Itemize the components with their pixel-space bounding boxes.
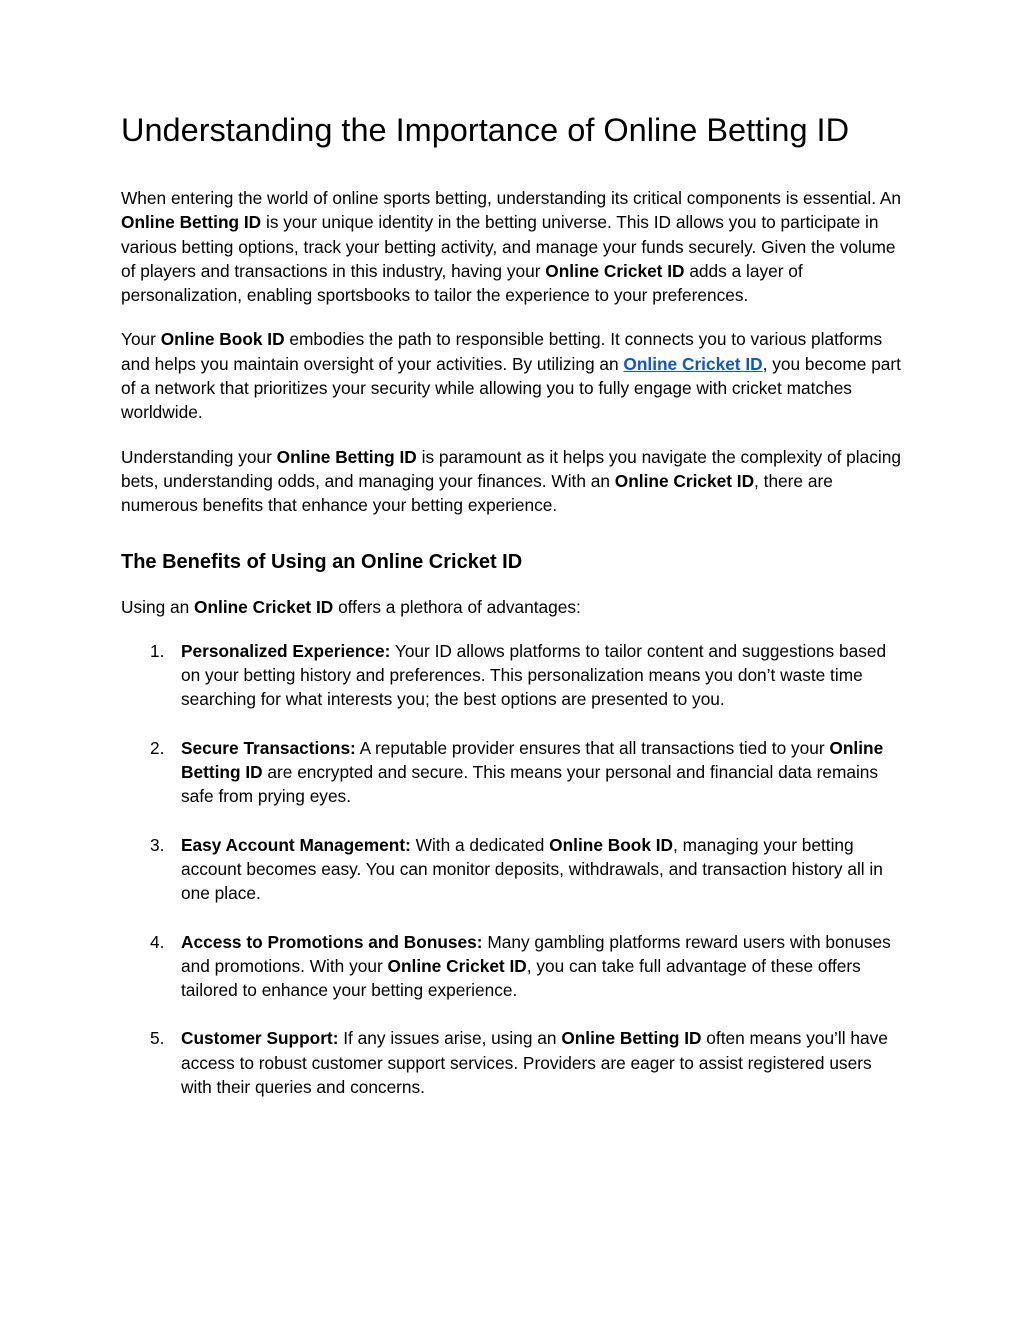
list-item: [121, 736, 905, 809]
text-run: With a dedicated: [410, 834, 550, 855]
text-run: , you become part of a network that prioritizes your security while allowing you to fully engage with cricket matches worldwide.: [121, 353, 901, 423]
list-number: 2.: [150, 737, 165, 758]
bold-term: Online Cricket ID: [387, 955, 527, 976]
text-run: , there are numerous benefits that enhance your betting experience.: [121, 470, 833, 516]
document-page: [121, 110, 905, 1123]
item-label: Secure Transactions:: [181, 737, 356, 758]
benefits-list: [121, 639, 905, 1099]
text-run: offers a plethora of advantages:: [333, 596, 581, 617]
text-run: Using an: [121, 596, 195, 617]
list-number: 5.: [150, 1028, 165, 1049]
text-run: Your: [121, 329, 161, 350]
list-number: 4.: [150, 931, 165, 952]
book-id-paragraph: [121, 327, 905, 424]
text-run: Understanding your: [121, 446, 277, 467]
bold-term: Online Betting ID: [181, 737, 884, 783]
bold-term: Online Cricket ID: [194, 596, 334, 617]
text-run: are encrypted and secure. This means your personal and financial data remains safe from prying eyes.: [181, 762, 879, 807]
online-cricket-id-link[interactable]: Online Cricket ID: [623, 353, 763, 374]
advantages-intro: [121, 595, 905, 619]
item-label: Customer Support:: [181, 1028, 339, 1049]
text-run: is your unique identity in the betting universe. This ID allows you to participate in various betting options, track your betting activity, and manage your funds securely. Given the volume of players and transactions in this industry, having your: [121, 212, 896, 281]
bold-term: Online Book ID: [160, 329, 285, 350]
text-run: , managing your betting account becomes easy. You can monitor deposits, withdrawals, and transaction history all in one place.: [181, 834, 883, 904]
list-number: 1.: [150, 640, 165, 661]
text-run: embodies the path to responsible betting. It connects you to various platforms and helps you maintain oversight of your activities. By utilizing an: [121, 329, 883, 374]
page-title: Understanding the Importance of Online Betting ID: [121, 112, 850, 148]
text-run: When entering the world of online sports betting, understanding its critical components is essential. An: [121, 188, 902, 208]
list-number: 3.: [150, 834, 165, 855]
bold-term: Online Book ID: [549, 834, 674, 855]
text-run: Your ID allows platforms to tailor content and suggestions based on your betting history and preferences. This personalization means you don’t waste time searching for what interests you; the best options are presented to you.: [181, 640, 887, 710]
text-run: A reputable provider ensures that all transactions tied to your: [355, 737, 830, 758]
section-heading: The Benefits of Using an Online Cricket ID: [121, 550, 523, 573]
text-run: often means you’ll have access to robust customer support services. Providers are eager to assist registered users with their queries and concerns.: [181, 1028, 888, 1098]
bold-term: Online Betting ID: [561, 1028, 702, 1049]
bold-term: Online Betting ID: [276, 446, 417, 467]
text-run: If any issues arise, using an: [338, 1028, 562, 1049]
list-item: [121, 1026, 905, 1099]
list-item: [121, 639, 905, 712]
bold-term: Online Cricket ID: [614, 470, 755, 491]
item-label: Easy Account Management:: [181, 834, 411, 855]
text-run: adds a layer of personalization, enabling sportsbooks to tailor the experience to your preferences.: [121, 260, 803, 306]
intro-paragraph: [121, 186, 905, 307]
list-item: [121, 833, 905, 906]
bold-term: Online Cricket ID: [545, 260, 685, 281]
text-run: Many gambling platforms reward users with bonuses and promotions. With your: [181, 931, 891, 976]
text-run: , you can take full advantage of these offers tailored to enhance your betting experience.: [181, 955, 861, 1001]
item-label: Personalized Experience:: [181, 640, 391, 661]
bold-term: Online Betting ID: [121, 212, 262, 233]
list-item: [121, 930, 905, 1003]
understanding-paragraph: [121, 445, 905, 518]
text-run: is paramount as it helps you navigate the complexity of placing bets, understanding odds, and managing your finances. With an: [121, 446, 901, 491]
item-label: Access to Promotions and Bonuses:: [181, 931, 483, 952]
